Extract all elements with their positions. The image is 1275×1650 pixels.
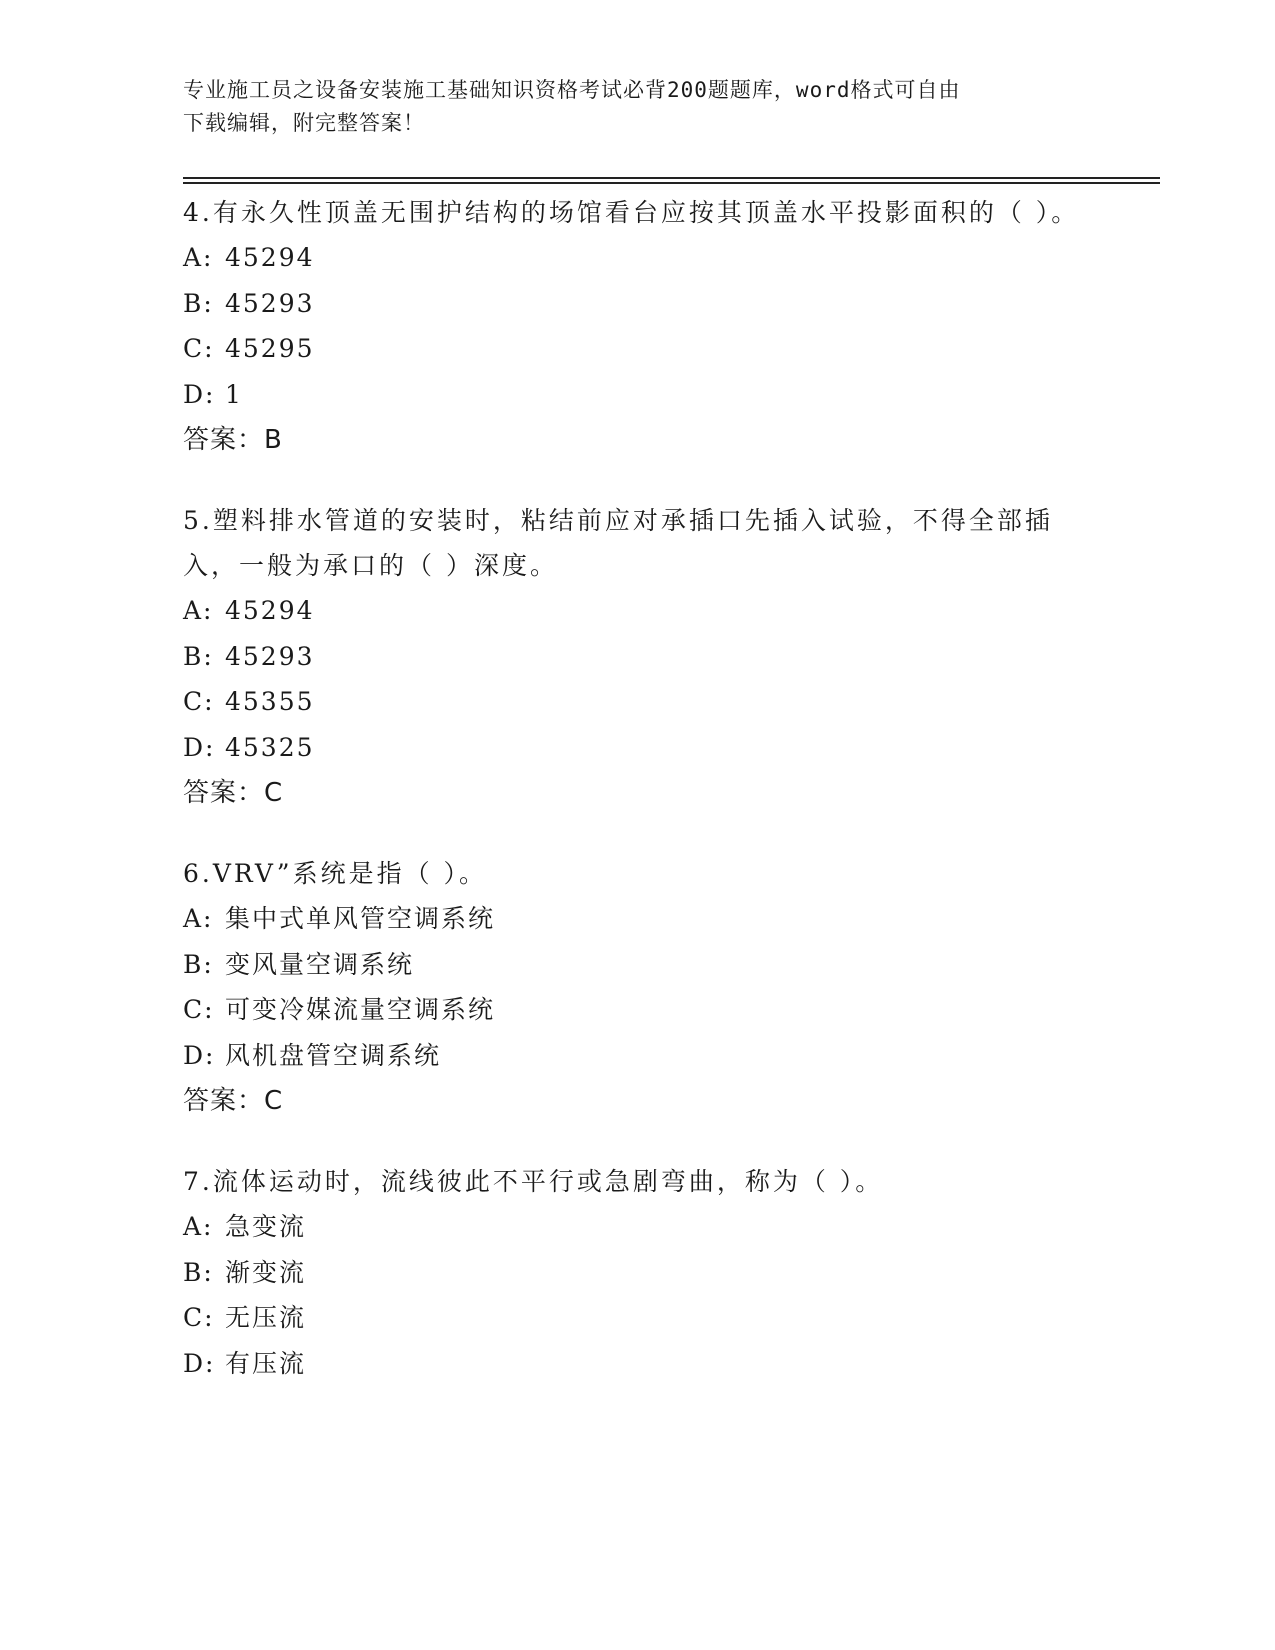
option-label: C: (183, 995, 215, 1024)
option-label: B: (183, 949, 214, 979)
question-list (183, 190, 1083, 1421)
option-value: 有压流 (225, 1348, 307, 1378)
option-d (183, 1033, 1083, 1079)
question-4 (183, 190, 1083, 463)
question-text: 7.流体运动时，流线彼此不平行或急剧弯曲，称为（ ）。 (183, 1167, 884, 1196)
option-value: 风机盘管空调系统 (225, 1040, 442, 1070)
option-d (183, 1341, 1083, 1387)
option-c (183, 987, 1083, 1033)
option-a (183, 1204, 1083, 1250)
header-divider-bottom (183, 182, 1160, 184)
option-c (183, 326, 1083, 372)
option-label: C: (183, 1303, 215, 1332)
option-value: 渐变流 (225, 1257, 307, 1287)
header-line-2: 下载编辑，附完整答案！ (183, 111, 425, 135)
question-5 (183, 498, 1083, 816)
option-a (183, 235, 1083, 281)
question-text: 6.VRV”系统是指（ ）。 (183, 859, 488, 888)
answer-line: 答案：C (183, 778, 284, 808)
option-value: 1 (225, 379, 243, 409)
answer-line: 答案：B (183, 425, 283, 455)
header-line-1: 专业施工员之设备安装施工基础知识资格考试必背200题题库，word格式可自由 (183, 78, 961, 102)
option-d (183, 725, 1083, 771)
option-value: 急变流 (225, 1212, 307, 1241)
option-label: A: (183, 1212, 214, 1241)
option-c (183, 679, 1083, 725)
option-label: C: (183, 334, 215, 363)
option-value: 45293 (225, 641, 315, 671)
option-a (183, 896, 1083, 942)
option-value: 45294 (225, 596, 315, 625)
option-label: D: (183, 379, 216, 409)
option-b (183, 634, 1083, 680)
option-value: 集中式单风管空调系统 (225, 904, 496, 933)
question-text: 5.塑料排水管道的安装时，粘结前应对承插口先插入试验，不得全部插入，一般为承口的（ ）深度。 (183, 506, 1053, 580)
option-label: D: (183, 1348, 216, 1378)
option-c (183, 1295, 1083, 1341)
option-label: D: (183, 1040, 216, 1070)
option-a (183, 588, 1083, 634)
option-label: B: (183, 1257, 214, 1287)
option-value: 45295 (225, 334, 315, 363)
option-label: A: (183, 243, 214, 272)
option-value: 45355 (225, 687, 315, 716)
question-6 (183, 851, 1083, 1124)
option-value: 无压流 (225, 1303, 307, 1332)
option-value: 变风量空调系统 (225, 949, 415, 979)
question-7 (183, 1159, 1083, 1386)
option-label: B: (183, 641, 214, 671)
header-divider-top (183, 177, 1160, 179)
option-label: A: (183, 596, 214, 625)
option-label: C: (183, 687, 215, 716)
document-header (183, 74, 1083, 140)
option-label: D: (183, 732, 216, 762)
question-text: 4.有永久性顶盖无围护结构的场馆看台应按其顶盖水平投影面积的（ ）。 (183, 198, 1080, 227)
option-d (183, 372, 1083, 418)
option-value: 45293 (225, 288, 315, 318)
option-value: 45325 (225, 732, 315, 762)
option-b (183, 1250, 1083, 1296)
option-value: 45294 (225, 243, 315, 272)
option-b (183, 942, 1083, 988)
answer-line: 答案：C (183, 1086, 284, 1116)
option-b (183, 281, 1083, 327)
option-value: 可变冷媒流量空调系统 (225, 995, 496, 1024)
option-label: B: (183, 288, 214, 318)
option-label: A: (183, 904, 214, 933)
